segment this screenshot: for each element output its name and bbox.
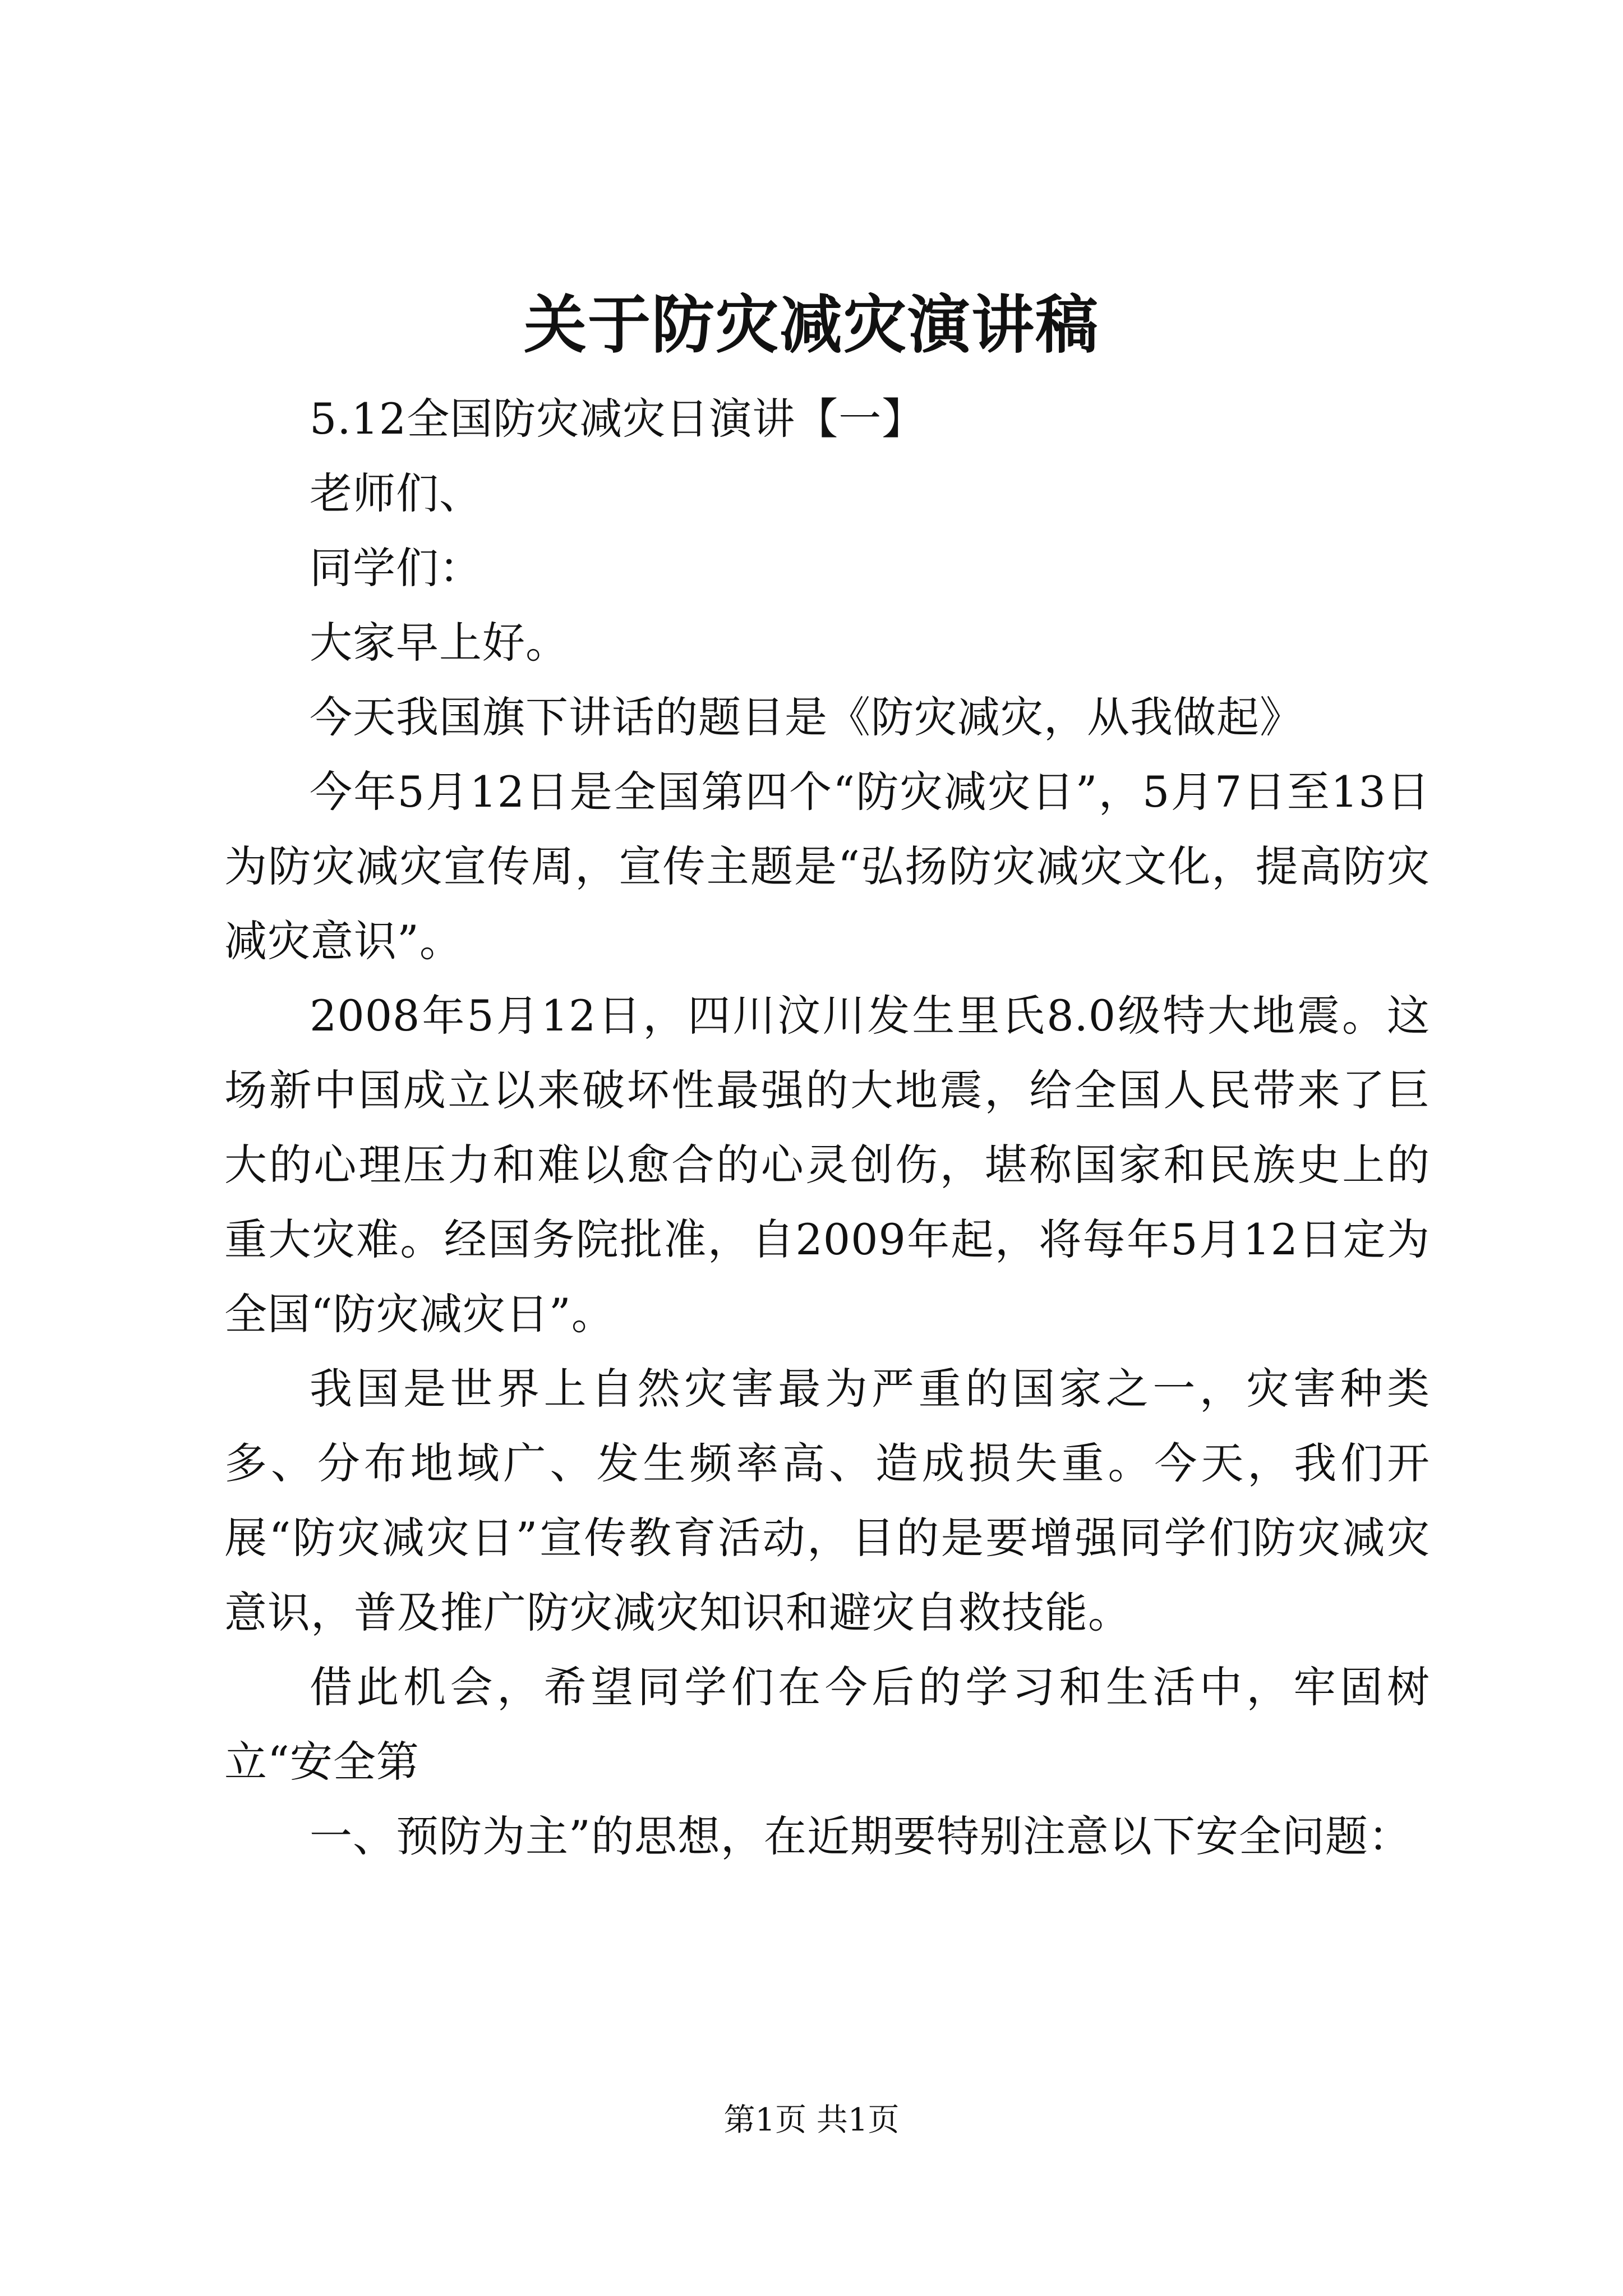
paragraph-hope: 借此机会，希望同学们在今后的学习和生活中，牢固树立“安全第 <box>224 1662 1430 1787</box>
paragraph-disaster-day: 今年5月12日是全国第四个“防灾减灾日”，5月7日至13日为防灾减灾宣传周，宣传主题是“弘扬防灾减灾文化，提高防灾减灾意识”。 <box>224 767 1430 966</box>
document-title: 关于防灾减灾演讲稿 <box>524 288 1099 362</box>
paragraph-china-disasters: 我国是世界上自然灾害最为严重的国家之一，灾害种类多、分布地域广、发生频率高、造成损失重。今天，我们开展“防灾减灾日”宣传教育活动，目的是要增强同学们防灾减灾意识，普及推广防灾减灾知识和避灾自救技能。 <box>224 1364 1430 1637</box>
paragraph-subtitle: 5.12全国防灾减灾日演讲【一】 <box>310 394 925 444</box>
paragraph-wenchuan: 2008年5月12日，四川汶川发生里氏8.0级特大地震。这场新中国成立以来破坏性最强的大地震，给全国人民带来了巨大的心理压力和难以愈合的心灵创伤，堪称国家和民族史上的重大灾难。经国务院批准，自2009年起，将每年5月12日定为全国“防灾减灾日”。 <box>224 991 1430 1339</box>
paragraph-topic: 今天我国旗下讲话的题目是《防灾减灾，从我做起》 <box>310 692 1303 742</box>
paragraph-prevention: 一、预防为主”的思想，在近期要特别注意以下安全问题： <box>310 1811 1412 1861</box>
page-number-footer: 第1页 共1页 <box>723 2102 900 2138</box>
paragraph-greeting-teachers: 老师们、 <box>310 468 482 518</box>
paragraph-greeting-students: 同学们： <box>310 543 482 593</box>
document-body <box>224 381 1430 1874</box>
paragraph-good-morning: 大家早上好。 <box>310 618 569 668</box>
